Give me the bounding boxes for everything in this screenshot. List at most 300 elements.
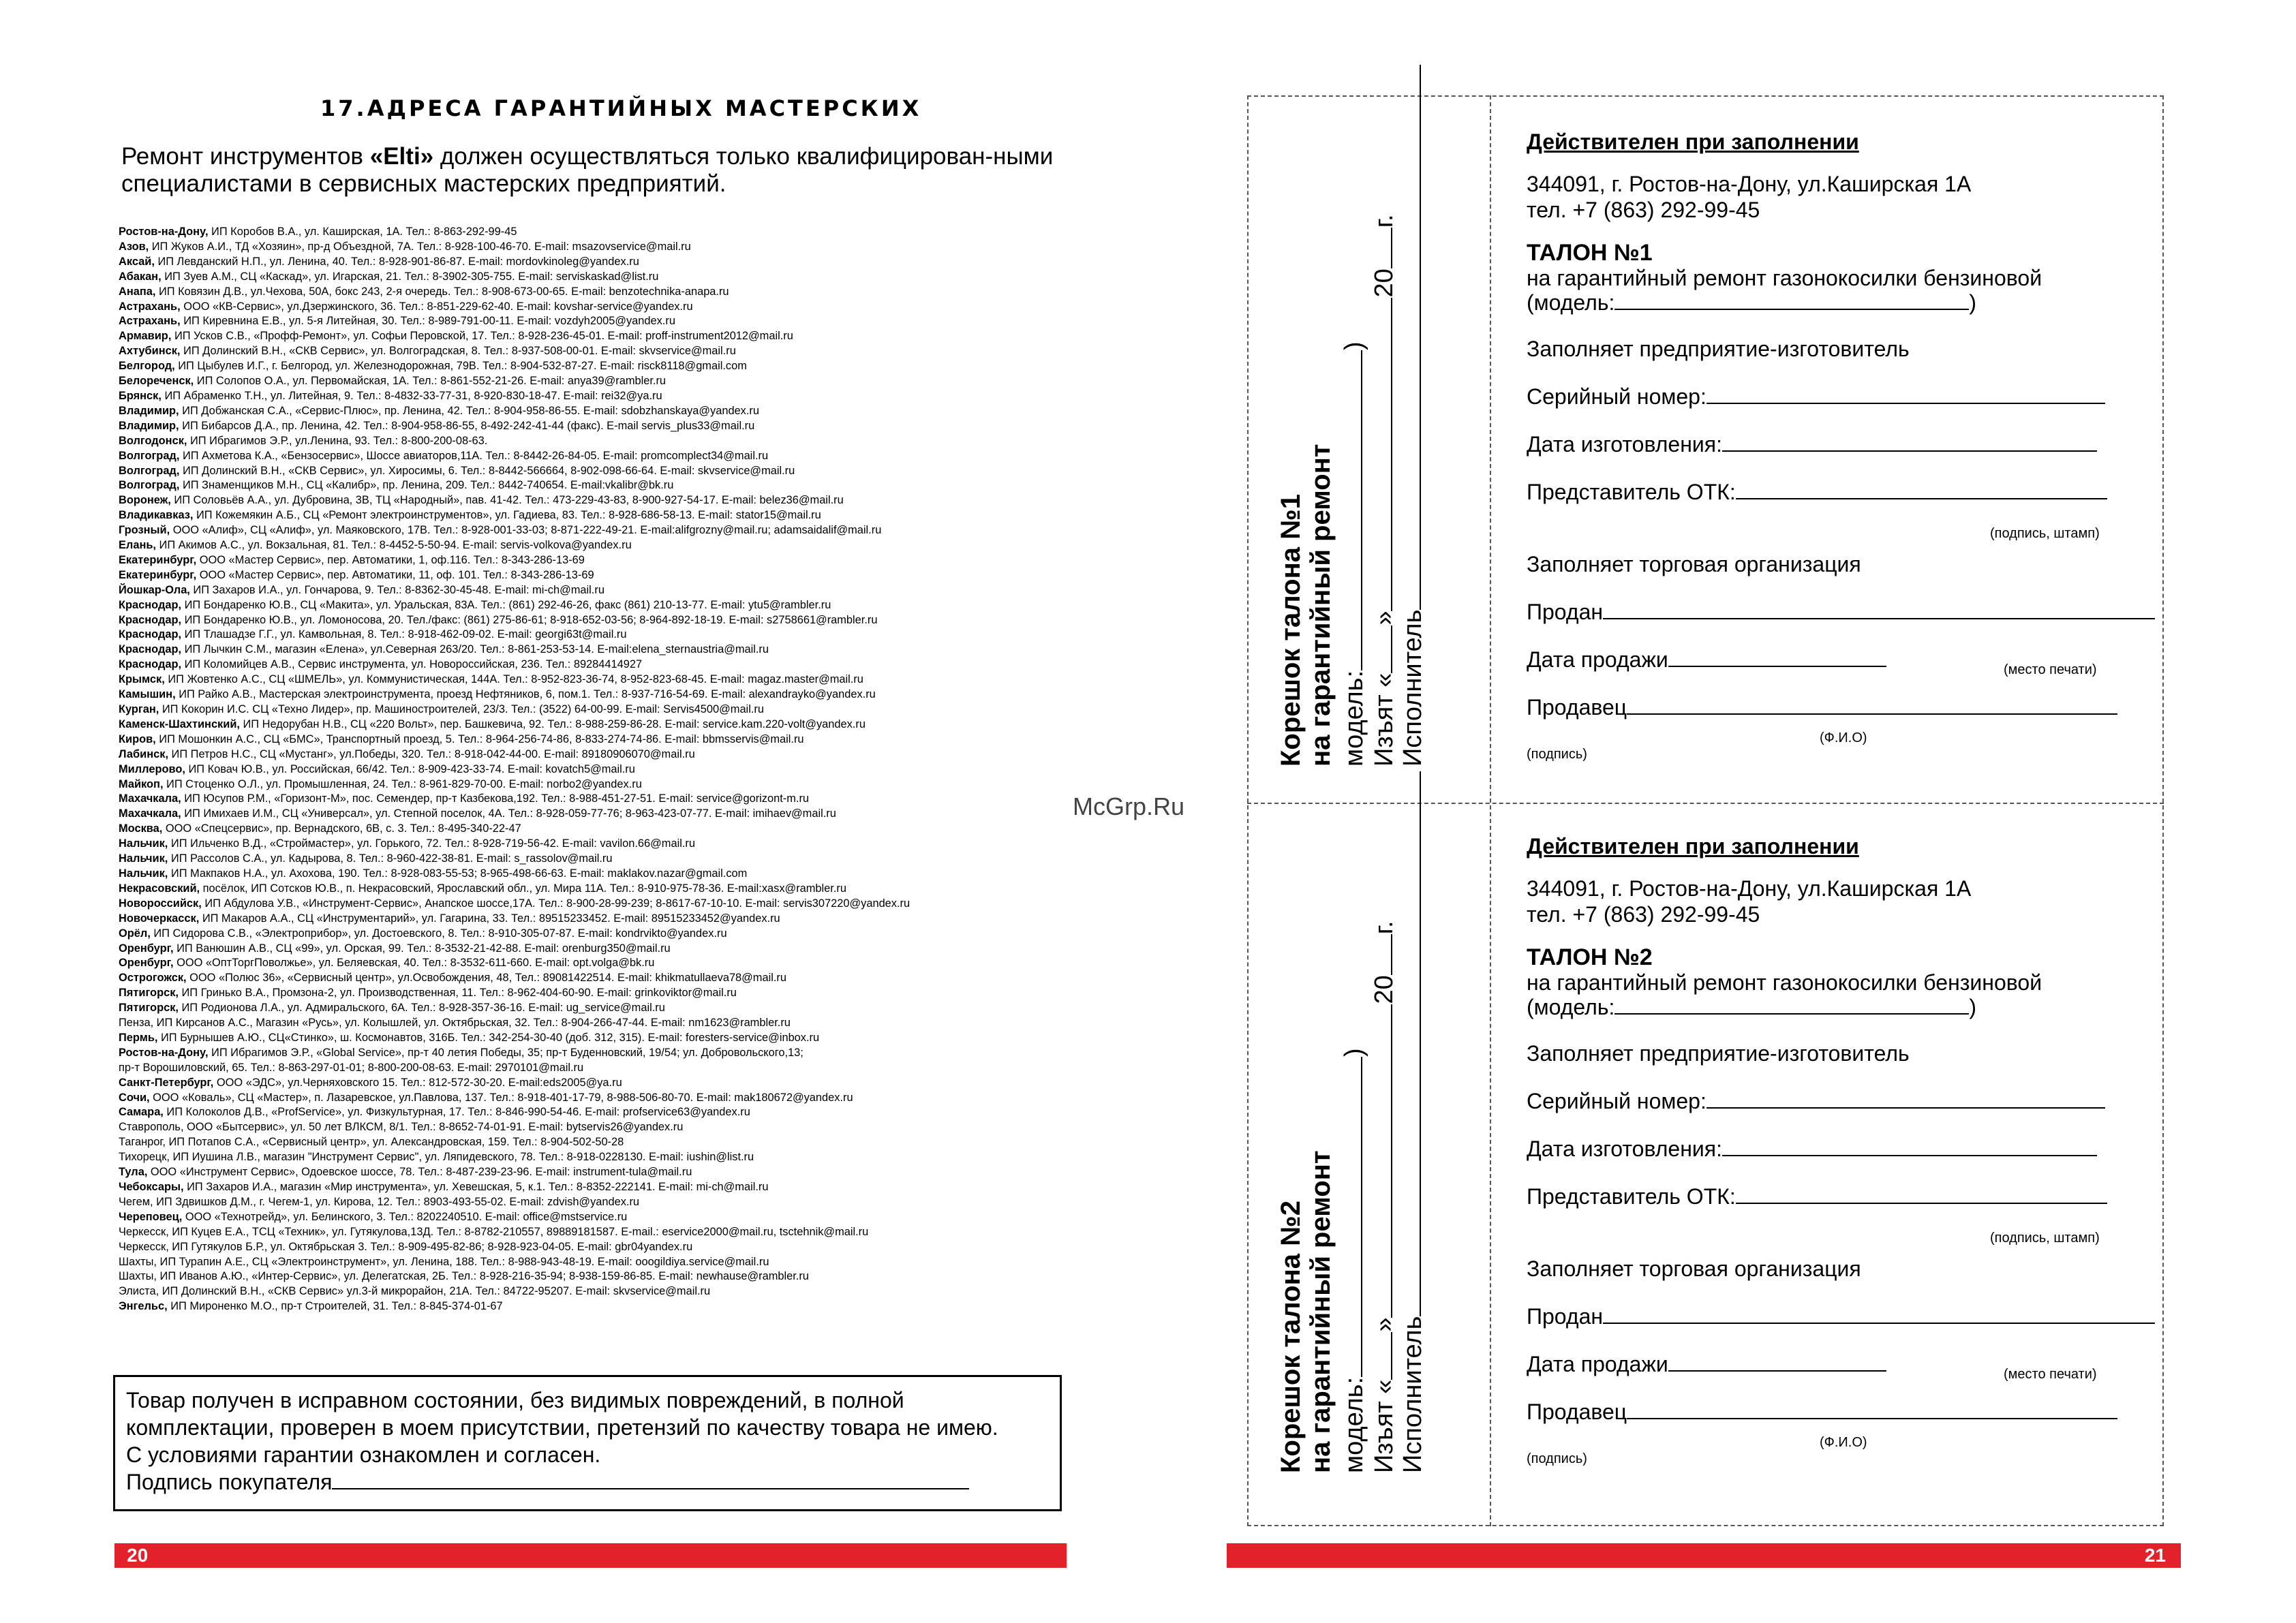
coupon-otk: [1527, 1184, 2107, 1209]
address-city: Нальчик,: [119, 837, 168, 850]
coupon-sale-date: [1527, 1352, 1886, 1377]
warranty-coupon-2: [1527, 834, 2126, 1481]
address-city: Новочеркасск,: [119, 912, 200, 925]
coupon-signature: [1527, 747, 1587, 762]
coupon-mfg-date-field[interactable]: [1722, 1137, 2097, 1156]
coupon-seller-label: Продавец: [1527, 695, 1627, 720]
address-details: ИП Ахметова К.А., «Бензосервис», Шоссе авиаторов,11А. Тел.: 8-8442-26-84-05. E-mail: promcomplect34@mail.ru: [179, 449, 769, 462]
address-details: Элиста, ИП Долинский В.Н., «СКВ Сервис» ул.3-й микрорайон, 21А. Тел.: 84722-95207. E-mail: skvservice@mail.ru: [119, 1285, 711, 1298]
address-details: ИП Лычкин С.М., магазин «Елена», ул.Северная 263/20. Тел.: 8-861-253-53-14. E-mail:elena_sternaustria@mail.ru: [181, 643, 769, 656]
coupon-sale-date-field[interactable]: [1668, 648, 1886, 667]
list-item: [119, 717, 1100, 732]
stub-day-field[interactable]: [1371, 625, 1392, 673]
list-item: [119, 673, 1100, 687]
stub-year-field[interactable]: [1371, 934, 1392, 975]
address-details: ИП Долинский В.Н., «СКВ Сервис», ул. Хиросимы, 6. Тел.: 8-8442-566664, 8-902-098-66-64. E-mail: skvservice@mail.ru: [179, 464, 795, 477]
list-item: [119, 792, 1100, 807]
coupon-model: [1527, 995, 1976, 1020]
address-details: ИП Макпаков Н.А., ул. Ахохова, 190. Тел.: 8-928-083-55-53; 8-965-498-66-63. E-mail: maklakov.nazar@gmail.com: [168, 867, 748, 880]
notice-line: Товар получен в исправном состоянии, без видимых повреждений, в полной: [126, 1388, 904, 1412]
stub-executor-field[interactable]: [1399, 65, 1421, 610]
coupon-mfg-date-label: Дата изготовления:: [1527, 1137, 1722, 1161]
list-item: [119, 1091, 1100, 1106]
coupon-maker: [1527, 337, 1910, 362]
list-item: [119, 493, 1100, 508]
list-item: [119, 732, 1100, 747]
list-item: [119, 822, 1100, 837]
stub-year-suffix: г.: [1370, 214, 1398, 228]
address-details: ИП Макаров А.А., СЦ «Инструментарий», ул. Гагарина, 33. Тел.: 89515233452. E-mail: 89515233452@yandex.ru: [199, 912, 780, 925]
coupon-phone-label: тел. +7 (863) 292-99-45: [1527, 198, 1760, 222]
stub-model-row: [1340, 341, 1369, 767]
list-item: [119, 1284, 1100, 1299]
coupon-address: [1527, 876, 1971, 901]
list-item: [119, 777, 1100, 792]
list-item: [119, 583, 1100, 598]
coupon-valid: [1527, 129, 1859, 155]
coupon-fio-label: (Ф.И.О): [1820, 730, 1867, 745]
list-item: [119, 464, 1100, 479]
list-item: [119, 1016, 1100, 1031]
address-details: ИП Соловьёв А.А., ул. Дубровина, 3В, ТЦ «Народный», пав. 41-42. Тел.: 473-229-43-83, 8-900-927-54-17. E-mail: belez36@mail.ru: [170, 494, 844, 507]
address-details: ИП Абдулова У.В., «Инструмент-Сервис», Анапское шоссе,17А. Тел.: 8-900-28-99-239; 8-8617-67-10-10. E-mail: servis307220@yandex.ru: [201, 897, 910, 910]
list-item: [119, 882, 1100, 897]
address-details: ИП Коробов В.А., ул. Каширская, 1А. Тел.: 8-863-292-99-45: [208, 226, 517, 238]
coupon-serial: [1527, 1089, 2105, 1114]
address-city: Краснодар,: [119, 643, 182, 656]
list-item: [119, 449, 1100, 464]
address-city: Екатеринбург,: [119, 553, 197, 566]
page-number: 21: [2144, 1545, 2166, 1566]
coupon-seller: [1527, 1400, 2117, 1425]
list-item: [119, 404, 1100, 419]
service-address-list: [119, 225, 1100, 1314]
address-details: ИП Ванюшин А.В., СЦ «99», ул. Орская, 99. Тел.: 8-3532-21-42-88. E-mail: orenburg350@mail.ru: [173, 942, 671, 955]
address-city: Волгоград,: [119, 449, 180, 462]
coupon-model-field[interactable]: [1614, 291, 1969, 310]
coupon-sign-stamp: [1990, 526, 2100, 542]
address-details: ИП Акимов А.С., ул. Вокзальная, 81. Тел.: 8-4452-5-50-94. E-mail: servis-volkova@yandex.ru: [156, 539, 632, 552]
address-city: Самара,: [119, 1106, 164, 1119]
coupon-seal-place: [2004, 662, 2097, 678]
page-number: 20: [127, 1545, 149, 1566]
address-city: Пятигорск,: [119, 1002, 179, 1015]
list-item: [119, 344, 1100, 359]
address-city: Ахтубинск,: [119, 345, 181, 358]
address-details: ООО «Полюс 36», «Сервисный центр», ул.Освобождения, 48, Тел.: 89081422514. E-mail: khikmatullaeva78@mail.ru: [186, 972, 786, 985]
coupon-seller-field[interactable]: [1627, 696, 2117, 715]
address-city: Нальчик,: [119, 852, 168, 865]
stub-model-close: ): [1340, 341, 1368, 350]
address-city: Москва,: [119, 822, 163, 835]
list-item: [119, 747, 1100, 762]
address-details: ИП Ибрагимов Э.Р., «Global Service», пр-т 40 летия Победы, 35; пр-т Буденновский, 19/54; ул. Добровольского,13;: [208, 1046, 803, 1059]
brand-name: «Elti»: [369, 143, 434, 170]
list-item: [119, 643, 1100, 658]
coupon-fio: [1820, 1435, 1867, 1451]
coupon-seller-org-label: Заполняет торговая организация: [1527, 552, 1861, 576]
coupon-otk-label: Представитель ОТК:: [1527, 1184, 1736, 1209]
address-city: Армавир,: [119, 330, 172, 343]
buyer-signature-row: [126, 1468, 1049, 1496]
address-city: Каменск-Шахтинский,: [119, 717, 240, 730]
list-item: [119, 419, 1100, 434]
coupon-sign-stamp-label: (подпись, штамп): [1990, 526, 2100, 541]
page-number-bar-left: [114, 1543, 1067, 1568]
list-item: [119, 478, 1100, 493]
address-details: ООО «Технотрейд», ул. Белинского, 3. Тел.: 8202240510. E-mail: office@mstservice.ru: [182, 1210, 628, 1223]
address-city: Краснодар,: [119, 628, 182, 641]
watermark: McGrp.Ru: [1073, 792, 1185, 820]
stub-taken-label: Изъят «: [1370, 673, 1398, 767]
address-details: ИП Гринько В.А., Промзона-2, ул. Производственная, 11. Тел.: 8-962-404-60-90. E-mail: grinkoviktor@mail.ru: [178, 987, 737, 1000]
address-details: Шахты, ИП Иванов А.Ю., «Интер-Сервис», ул. Делегатская, 2Б. Тел.: 8-928-216-35-94; 8-938-159-86-85. E-mail: newhause@rambler.ru: [119, 1270, 809, 1283]
address-city: Некрасовский,: [119, 882, 200, 895]
address-details: Шахты, ИП Турапин А.Е., СЦ «Электроинструмент», ул. Ленина, 188. Тел.: 8-988-943-48-19. E-mail: ooogildiya.service@mail.ru: [119, 1255, 769, 1268]
address-city: Миллерово,: [119, 762, 185, 775]
coupon-sale-date: [1527, 647, 1886, 673]
coupon-phone: [1527, 902, 1760, 927]
address-details: ИП Ибрагимов Э.Р., ул.Ленина, 93. Тел.: 8-800-200-08-63.: [187, 434, 488, 447]
coupon-valid-label: Действителен при заполнении: [1527, 834, 1859, 859]
coupon-serial-label: Серийный номер:: [1527, 1089, 1706, 1113]
list-item: [119, 628, 1100, 643]
list-item: [119, 1210, 1100, 1225]
stub-day-field[interactable]: [1371, 1332, 1392, 1380]
coupon-sold-label: Продан: [1527, 600, 1604, 624]
address-details: ИП Киревнина Е.В., ул. 5-я Литейная, 30. Тел.: 8-989-791-00-11. E-mail: vozdyh2005@yandex.ru: [180, 315, 675, 328]
list-item: [119, 702, 1100, 717]
buyer-acceptance-box: [113, 1375, 1062, 1511]
address-city: Крымск,: [119, 673, 165, 686]
coupon-subject: [1527, 970, 2042, 995]
coupon-address-label: 344091, г. Ростов-на-Дону, ул.Каширская 1А: [1527, 172, 1972, 196]
stub-taken-row: [1370, 921, 1399, 1473]
stub-model-close: ): [1340, 1048, 1368, 1057]
address-details: ООО «Инструмент Сервис», Одоевское шоссе, 78. Тел.: 8-487-239-23-96. E-mail: instrument-tula@mail.ru: [147, 1166, 692, 1179]
coupon-sold: [1527, 600, 2155, 625]
coupon-seal-place-label: (место печати): [2004, 662, 2097, 677]
list-item: [119, 255, 1100, 270]
coupon-seal-place: [2004, 1367, 2097, 1382]
address-details: ИП Кокорин И.С. СЦ «Техно Лидер», пр. Машиностроителей, 23/3. Тел.: (3522) 64-00-99. E-mail: Servis4500@mail.ru: [159, 703, 764, 715]
address-details: ИП Ковязин Д.В., ул.Чехова, 50А, бокс 243, 2-я очередь. Тел.: 8-908-673-00-65. E-mail: benzotechnika-anapa.ru: [155, 285, 729, 298]
stub-month-field[interactable]: [1371, 1004, 1392, 1318]
address-city: Владимир,: [119, 419, 179, 432]
coupon-maker: [1527, 1041, 1910, 1066]
address-city: Пятигорск,: [119, 987, 179, 1000]
coupon-sold-field[interactable]: [1603, 1305, 2155, 1324]
list-item: [119, 687, 1100, 702]
address-details: ИП Захаров И.А., магазин «Мир инструмента», ул. Хевешская, 5, к.1. Тел.: 8-8352-222141. E-mail: mi-ch@mail.ru: [183, 1181, 769, 1193]
stub-model-field[interactable]: [1341, 350, 1362, 670]
address-details: ИП Жуков А.И., ТД «Хозяин», пр-д Объездной, 7А. Тел.: 8-928-100-46-70. E-mail: msazovservice@mail.ru: [149, 240, 691, 253]
coupon-seller-field[interactable]: [1627, 1400, 2117, 1419]
stub-model-field[interactable]: [1341, 1057, 1362, 1377]
address-city: Елань,: [119, 539, 156, 552]
address-city: Череповец,: [119, 1210, 183, 1223]
coupon-seller-org: [1527, 552, 1861, 577]
coupon-seal-place-label: (место печати): [2004, 1367, 2097, 1382]
list-item: [119, 285, 1100, 300]
list-item: [119, 359, 1100, 374]
stub-executor-field[interactable]: [1399, 771, 1421, 1316]
address-city: Майкоп,: [119, 777, 164, 790]
coupon-mfg-date-field[interactable]: [1722, 433, 2097, 452]
address-details: Таганрог, ИП Потапов С.А., «Сервисный центр», ул. Александровская, 159. Тел.: 8-904-502-50-28: [119, 1136, 624, 1149]
address-details: посёлок, ИП Сотсков Ю.В., п. Некрасовский, Ярославский обл., ул. Мира 11А. Тел.: 8-910-975-78-36. E-mail:xasx@rambler.ru: [200, 882, 846, 895]
stub-model-label: модель:: [1340, 670, 1368, 767]
coupon-model-field[interactable]: [1614, 995, 1969, 1015]
coupon-signature: [1527, 1451, 1587, 1467]
address-city: Сочи,: [119, 1091, 150, 1104]
list-item: [119, 389, 1100, 404]
address-city: Краснодар,: [119, 598, 182, 611]
address-city: Махачкала,: [119, 807, 181, 820]
list-item: [119, 807, 1100, 822]
list-item: [119, 956, 1100, 971]
address-details: ИП Ильченко В.Д., «Строймастер», ул. Горького, 72. Тел.: 8-928-719-56-42. E-mail: vavilon.66@mail.ru: [168, 837, 695, 850]
coupon-valid-label: Действителен при заполнении: [1527, 129, 1859, 154]
coupon-talon-label: ТАЛОН №2: [1527, 944, 1653, 970]
coupon-sold: [1527, 1304, 2155, 1329]
address-details: ИП Левданский Н.П., ул. Ленина, 40. Тел.: 8-928-901-86-87. E-mail: mordovkinoleg@yandex.ru: [154, 255, 639, 268]
intro-text-end: должен осуществляться только квалифицирован-ными специалистами в сервисных мастерских предприятий.: [121, 143, 1054, 197]
address-details: ИП Цыбулев И.Г., г. Белгород, ул. Железнодорожная, 79В. Тел.: 8-904-532-87-27. E-mail: risck8118@gmail.com: [174, 360, 747, 373]
address-details: ИП Колоколов Д.В., «ProfService», ул. Физкультурная, 17. Тел.: 8-846-990-54-46. E-mail: profservice63@yandex.ru: [163, 1106, 750, 1119]
address-city: Тула,: [119, 1166, 148, 1179]
list-item: [119, 523, 1100, 538]
list-item: [119, 1046, 1100, 1061]
address-details: Чегем, ИП Здвишков Д.М., г. Чегем-1, ул. Кирова, 12. Тел.: 8903-493-55-02. E-mail: zdvish@yandex.ru: [119, 1195, 640, 1208]
coupon-fio: [1820, 730, 1867, 746]
address-city: Киров,: [119, 732, 156, 745]
address-details: Черкесск, ИП Куцев Е.А., ТСЦ «Техник», ул. Гутякулова,13Д. Тел.: 8-8782-210557, 89889181587. E-mail.: eservice2000@mail.ru, tsctehnik@mail.ru: [119, 1225, 869, 1238]
coupon-serial-field[interactable]: [1706, 385, 2105, 404]
coupon-otk-field[interactable]: [1736, 1185, 2107, 1204]
coupon-address: [1527, 172, 1971, 197]
coupon-serial-label: Серийный номер:: [1527, 384, 1706, 409]
address-city: Санкт-Петербург,: [119, 1076, 214, 1089]
address-city: Азов,: [119, 240, 149, 253]
intro-paragraph: [121, 143, 1089, 198]
address-city: Брянск,: [119, 389, 162, 402]
stub-executor-label: Исполнитель: [1398, 1316, 1427, 1473]
address-city: Волгоград,: [119, 464, 180, 477]
address-details: ИП Усков С.В., «Профф-Ремонт», ул. Софьи Перовской, 17. Тел.: 8-928-236-45-01. E-mail: proff-instrument2012@mail.ru: [171, 330, 793, 343]
address-details: ИП Сидорова С.В., «Электроприбор», ул. Достоевского, 8. Тел.: 8-910-305-07-87. E-mail: kondrvikto@yandex.ru: [150, 927, 727, 940]
coupon-seller-org: [1527, 1256, 1861, 1282]
stub-model-label: модель:: [1340, 1377, 1368, 1473]
address-details: ИП Кожемякин А.Б., СЦ «Ремонт электроинструментов», ул. Гадиева, 83. Тел.: 8-928-686-58-13. E-mail: stator15@mail.ru: [193, 509, 821, 522]
page-number-bar-right: [1227, 1543, 2181, 1568]
coupon-otk: [1527, 480, 2107, 505]
coupon-model-close: ): [1969, 290, 1977, 315]
address-details: ИП Коломийцев А.В., Сервис инструмента, ул. Новороссийская, 236. Тел.: 89284414927: [181, 658, 643, 671]
address-city: Абакан,: [119, 270, 162, 283]
list-item: [119, 538, 1100, 553]
address-details: ИП Зуев А.М., СЦ «Каскад», ул. Игарская, 21. Тел.: 8-3902-305-755. E-mail: serviskaskad@list.ru: [161, 270, 659, 283]
coupon-phone: [1527, 198, 1760, 223]
address-city: Ростов-на-Дону,: [119, 1046, 209, 1059]
list-item: [119, 613, 1100, 628]
buyer-signature-label: Подпись покупателя: [126, 1470, 333, 1494]
address-city: Астрахань,: [119, 315, 181, 328]
list-item: [119, 1031, 1100, 1046]
address-city: Краснодар,: [119, 658, 182, 671]
address-details: ООО «Мастер Сервис», пер. Автоматики, 11, оф. 101. Тел.: 8-343-286-13-69: [196, 568, 594, 581]
address-details: ИП Недорубан Н.В., СЦ «220 Вольт», пер. Башкевича, 92. Тел.: 8-988-259-86-28. E-mail: service.kam.220-volt@yandex.ru: [239, 717, 866, 730]
list-item: [119, 762, 1100, 777]
coupon-mfg-date-label: Дата изготовления:: [1527, 432, 1722, 457]
coupon-model: [1527, 290, 1976, 315]
address-city: Чебоксары,: [119, 1181, 184, 1193]
coupon-subject-label: на гарантийный ремонт газонокосилки бензиновой: [1527, 970, 2042, 995]
list-item: [119, 971, 1100, 986]
address-city: Махачкала,: [119, 792, 181, 805]
list-item: [119, 986, 1100, 1001]
buyer-signature-field[interactable]: [332, 1469, 969, 1489]
stub-title: Корешок талона №2: [1276, 1201, 1306, 1473]
list-item: [119, 434, 1100, 449]
list-item: [119, 1150, 1100, 1165]
stub-year-suffix: г.: [1370, 921, 1398, 935]
coupon-sale-date-field[interactable]: [1668, 1352, 1886, 1372]
stub-taken-mid: »: [1370, 1317, 1398, 1332]
address-city: Аксай,: [119, 255, 155, 268]
address-city: Астрахань,: [119, 300, 181, 313]
address-city: Оренбург,: [119, 957, 174, 970]
list-item: [119, 1135, 1100, 1150]
coupon-talon: [1527, 944, 1653, 971]
stub-month-field[interactable]: [1371, 298, 1392, 611]
coupon-otk-label: Представитель ОТК:: [1527, 480, 1736, 504]
address-city: Грозный,: [119, 524, 170, 537]
coupon-maker-label: Заполняет предприятие-изготовитель: [1527, 1041, 1910, 1066]
coupon-phone-label: тел. +7 (863) 292-99-45: [1527, 902, 1760, 927]
list-item: [119, 1195, 1100, 1210]
address-details: ООО «Спецсервис», пр. Вернадского, 6В, с. 3. Тел.: 8-495-340-22-47: [162, 822, 521, 835]
stub-title: Корешок талона №1: [1276, 494, 1306, 767]
list-item: [119, 314, 1100, 329]
address-details: ИП Юсупов Р.М., «Горизонт-М», пос. Семендер, пр-т Казбекова,192. Тел.: 8-988-451-27-51. E-mail: service@gorizont-m.ru: [181, 792, 810, 805]
address-city: Камышин,: [119, 688, 176, 701]
coupon-serial: [1527, 384, 2105, 409]
address-city: Оренбург,: [119, 942, 174, 955]
stub-year-field[interactable]: [1371, 228, 1392, 268]
coupon-mfg-date: [1527, 432, 2097, 457]
address-city: Курган,: [119, 703, 159, 715]
coupon-serial-field[interactable]: [1706, 1089, 2105, 1109]
list-item: [119, 658, 1100, 673]
coupon-stub-2: [1276, 792, 1426, 1473]
address-city: Лабинск,: [119, 747, 168, 760]
address-details: ИП Знаменщиков М.Н., СЦ «Калибр», пр. Ленина, 209. Тел.: 8442-740654. E-mail:vkalibr@bk.ru: [179, 479, 674, 492]
address-details: ИП Солопов О.А., ул. Первомайская, 1А. Тел.: 8-861-552-21-26. E-mail: anya39@rambler.ru: [194, 375, 667, 388]
address-details: ООО «Алиф», СЦ «Алиф», ул. Маяковского, 17В. Тел.: 8-928-001-33-03; 8-871-222-49-21. E-mail:alifgrozny@mail.ru; adamsaidalif@mail.ru: [170, 524, 882, 537]
address-details: Ставрополь, ООО «Бытсервис», ул. 50 лет ВЛКСМ, 8/1. Тел.: 8-8652-74-01-91. E-mail: bytservis26@yandex.ru: [119, 1121, 684, 1134]
address-city: Анапа,: [119, 285, 156, 298]
address-details: ИП Тлашадзе Г.Г., ул. Камвольная, 8. Тел.: 8-918-462-09-02. E-mail: georgi63t@mail.ru: [181, 628, 627, 641]
coupon-seller: [1527, 695, 2117, 720]
address-details: пр-т Ворошиловский, 65. Тел.: 8-863-297-01-01; 8-800-200-08-63. E-mail: 2970101@mail.ru: [119, 1061, 584, 1074]
coupon-otk-field[interactable]: [1736, 480, 2107, 499]
page-title: 17.АДРЕСА ГАРАНТИЙНЫХ МАСТЕРСКИХ: [320, 95, 922, 121]
intro-text-start: Ремонт инструментов: [121, 143, 370, 170]
coupon-address-label: 344091, г. Ростов-на-Дону, ул.Каширская 1А: [1527, 876, 1972, 901]
address-details: ИП Рассолов С.А., ул. Кадырова, 8. Тел.: 8-960-422-38-81. E-mail: s_rassolov@mail.ru: [168, 852, 613, 865]
list-item: [119, 374, 1100, 389]
list-item: [119, 553, 1100, 568]
address-details: ИП Родионова Л.А., ул. Адмиральского, 6А. Тел.: 8-928-357-36-16. E-mail: ug_service@mail.ru: [178, 1002, 665, 1015]
address-details: ИП Мироненко М.О., пр-т Строителей, 31. Тел.: 8-845-374-01-67: [167, 1300, 503, 1313]
stub-taken-row: [1370, 214, 1399, 767]
address-city: Волгодонск,: [119, 434, 187, 447]
address-details: ИП Петров Н.С., СЦ «Мустанг», ул.Победы, 320. Тел.: 8-918-042-44-00. E-mail: 89180906070@mail.ru: [168, 747, 695, 760]
address-details: ООО «ОптТоргПоволжье», ул. Беляевская, 40. Тел.: 8-3532-611-660. E-mail: opt.volga@bk.ru: [173, 957, 655, 970]
stub-cut-line: [1490, 95, 1491, 1526]
address-city: Острогожск,: [119, 972, 187, 985]
address-details: ИП Долинский В.Н., «СКВ Сервис», ул. Волгоградская, 8. Тел.: 8-937-508-00-01. E-mail: skvservice@mail.ru: [180, 345, 736, 358]
coupon-sign-stamp-label: (подпись, штамп): [1990, 1231, 2100, 1246]
address-details: Черкесск, ИП Гутякулов Б.Р., ул. Октябрьская 3. Тел.: 8-909-495-82-86; 8-928-923-04-05. E-mail: gbr04yandex.ru: [119, 1240, 693, 1253]
coupon-signature-label: (подпись): [1527, 747, 1587, 762]
coupon-talon-label: ТАЛОН №1: [1527, 240, 1653, 266]
stub-subtitle: на гарантийный ремонт: [1306, 1150, 1336, 1473]
list-item: [119, 1225, 1100, 1240]
notice-line: С условиями гарантии ознакомлен и согласен.: [126, 1442, 601, 1467]
coupon-model-label: (модель:: [1527, 290, 1615, 315]
list-item: [119, 1165, 1100, 1180]
address-city: Белгород,: [119, 360, 175, 373]
coupon-sign-stamp: [1990, 1231, 2100, 1246]
address-city: Новороссийск,: [119, 897, 202, 910]
list-item: [119, 1061, 1100, 1076]
list-item: [119, 897, 1100, 912]
list-item: [119, 1120, 1100, 1135]
address-details: ООО «Мастер Сервис», пер. Автоматики, 1, оф.116. Тел.: 8-343-286-13-69: [196, 553, 585, 566]
address-details: ООО «ЭДС», ул.Черняховского 15. Тел.: 812-572-30-20. E-mail:eds2005@ya.ru: [213, 1076, 622, 1089]
coupon-seller-org-label: Заполняет торговая организация: [1527, 1256, 1861, 1281]
stub-taken-label: Изъят «: [1370, 1379, 1398, 1473]
coupon-sale-date-label: Дата продажи: [1527, 1352, 1668, 1376]
address-city: Белореченск,: [119, 375, 194, 388]
list-item: [119, 1076, 1100, 1091]
address-details: ИП Жовтенко А.С., СЦ «ШМЕЛЬ», ул. Коммунистическая, 144А. Тел.: 8-952-823-36-74, 8-952-823-68-45. E-mail: magaz.master@mail.ru: [164, 673, 863, 686]
address-city: Краснодар,: [119, 613, 182, 626]
stub-executor-row: [1398, 771, 1428, 1473]
coupon-subject-label: на гарантийный ремонт газонокосилки бензиновой: [1527, 266, 2042, 290]
coupon-seller-label: Продавец: [1527, 1400, 1627, 1424]
address-details: ИП Бибарсов Д.А., пр. Ленина, 42. Тел.: 8-904-958-86-55, 8-492-242-41-44 (факс). E-mail servis_plus33@mail.ru: [179, 419, 755, 432]
stub-subtitle: на гарантийный ремонт: [1306, 444, 1336, 767]
coupon-sold-field[interactable]: [1603, 600, 2155, 619]
address-details: Тихорецк, ИП Иушина Л.В., магазин "Инструмент Сервис", ул. Ляпидевского, 78. Тел.: 8-918-0228130. E-mail: iushin@list.ru: [119, 1151, 754, 1164]
stub-year-prefix: 20: [1370, 975, 1398, 1004]
stub-executor-label: Исполнитель: [1398, 609, 1427, 767]
stub-year-prefix: 20: [1370, 268, 1398, 298]
coupon-fio-label: (Ф.И.О): [1820, 1435, 1867, 1450]
address-details: ИП Абраменко Т.Н., ул. Литейная, 9. Тел.: 8-4832-33-77-31, 8-920-830-18-47. E-mail: rei32@ya.ru: [161, 389, 662, 402]
stub-taken-mid: »: [1370, 610, 1398, 625]
address-details: ИП Мошонкин А.С., СЦ «БМС», Транспортный проезд, 5. Тел.: 8-964-256-74-86, 8-833-274-74-86. E-mail: bbmsservis@mail.ru: [155, 732, 804, 745]
list-item: [119, 1180, 1100, 1195]
address-city: Йошкар-Ола,: [119, 583, 190, 596]
list-item: [119, 1240, 1100, 1255]
address-details: ИП Бондаренко Ю.В., ул. Ломоносова, 20. Тел./факс: (861) 275-86-61; 8-918-652-03-56; 8-964-892-18-19. E-mail: s2758661@rambler.ru: [181, 613, 878, 626]
list-item: [119, 852, 1100, 867]
notice-line: комплектации, проверен в моем присутствии, претензий по качеству товара не имею.: [126, 1415, 998, 1440]
